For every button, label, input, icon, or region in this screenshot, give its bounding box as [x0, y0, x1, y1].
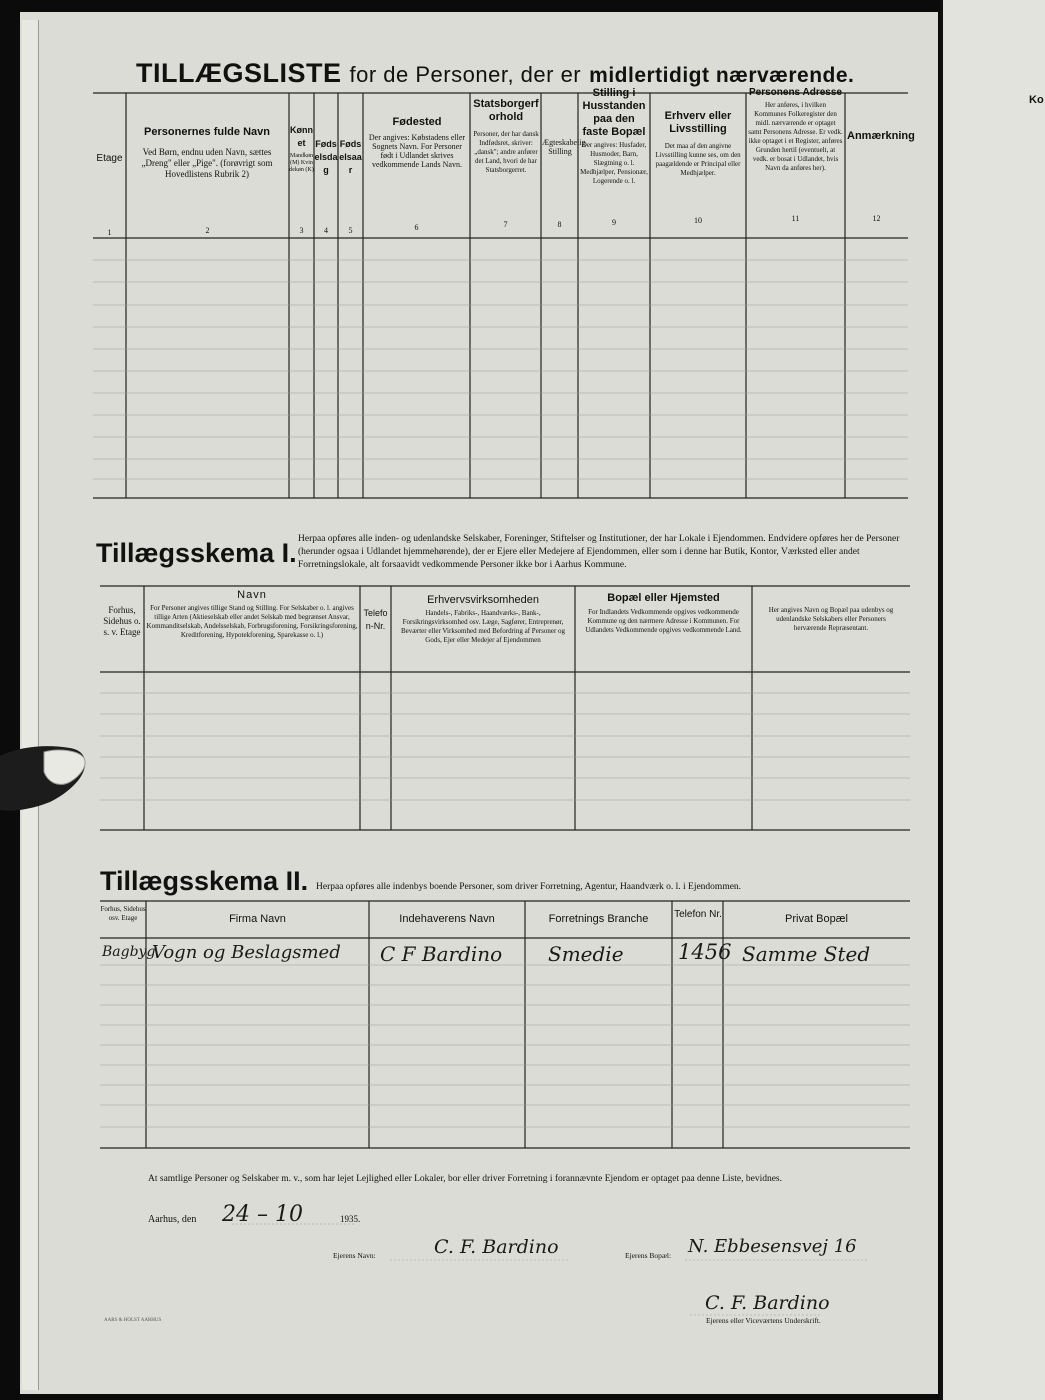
skema1-col-erhverv-sub: Handels-, Fabriks-, Haandværks-, Bank-, Forsikringsvirksomhed osv. Læge, Sagfører, Entreprenør, Beværter eller Virksomhed med Befordring af Personer og Gods, Ejer eller Medejer af Ejendommen: [400, 609, 566, 644]
col-num-4: 4: [324, 226, 328, 235]
col-statsborger: [472, 98, 540, 175]
skema1-col-bopael-head: Bopæl eller Hjemsted: [607, 592, 720, 604]
col-etage: Etage: [96, 153, 123, 164]
owner-name: C. F. Bardino: [434, 1236, 559, 1258]
skema2-row-telefon: 1456: [678, 940, 732, 964]
skema2-col-telefon: Telefon Nr.: [674, 909, 722, 920]
col-foedselsaar: Fødselsaar: [339, 139, 362, 175]
skema1-col-telefon: Telefon-Nr.: [363, 608, 388, 631]
col-erhverv-head: Erhverv eller Livsstilling: [664, 110, 732, 135]
col-num-3: 3: [299, 226, 304, 235]
skema1-col-repraesentant: Her angives Navn og Bopæl paa udenbys og udenlandske Selskabers eller Personers herværende Repræsentant.: [768, 606, 894, 632]
skema2-intro: Herpaa opføres alle indenbys boende Personer, som driver Forretning, Agentur, Haandværk o. l. i Ejendommen.: [316, 882, 742, 892]
col-statsborger-sub: Personer, der har dansk Indfødsret, skriver: „dansk"; andre anfører det Land, hvori de har Statsborgerret.: [473, 130, 539, 174]
col-foedested-head: Fødested: [392, 116, 442, 128]
signature: C. F. Bardino: [705, 1292, 830, 1314]
col-num-8: 8: [557, 220, 562, 229]
col-stilling: [580, 87, 648, 186]
skema2-col-firma: Firma Navn: [229, 913, 286, 925]
col-num-11: 11: [791, 214, 800, 223]
col-adresse-head: Personens Adresse: [748, 87, 842, 98]
skema1-col-navn-head: Navn: [237, 589, 267, 601]
skema1-col-navn-sub: For Personer angives tillige Stand og Stilling. For Selskaber o. l. angives tillige Arten (Aktieselskab eller andet Selskab med begrænset Ansvar, Kommanditselskab, Andelsselskab, Forbrugsforening, Forsikringsforening, Kreditforening, Hypotekforening, Sparekasse o. l.): [146, 604, 358, 639]
col-statsborger-head: Statsborgerforhold: [473, 98, 539, 123]
col-navn-sub: Ved Børn, endnu uden Navn, sættes „Dreng" eller „Pige". (forøvrigt som Hovedlistens Rubrik 2): [141, 147, 273, 179]
skema2-row-branche: Smedie: [548, 942, 624, 966]
skema2-row-firma: Vogn og Beslagsmed: [152, 942, 341, 963]
col-foedested-sub: Der angives: Købstadens eller Sognets Navn. For Personer født i Udlandet skrives vedkommende Lands Navn.: [368, 133, 466, 169]
skema2-col-indehaver: Indehaverens Navn: [399, 913, 495, 925]
skema2-col-bopael: Privat Bopæl: [785, 913, 848, 925]
skema1-intro: Herpaa opføres alle inden- og udenlandske Selskaber, Foreninger, Stiftelser og Institutioner, der har Lokale i Ejendommen. Endvidere opføres her de Personer (herunder ogsaa i Udlandet hjemmehørende), der er Ejere eller Medejere af Ejendommen, eller som i denne har Butik, Kontor, Værksted eller andet Forretningslokale, alt forsaavidt vedkommende Personer ikke bor i Aarhus Kommune.: [298, 534, 900, 570]
owner-name-label: Ejerens Navn:: [333, 1251, 376, 1260]
skema2-row-bopael: Samme Sted: [742, 942, 871, 966]
col-foedested: [366, 116, 468, 169]
skema1-col-bopael: [577, 592, 750, 635]
signature-label: Ejerens eller Viceværtens Underskrift.: [706, 1316, 821, 1325]
owner-addr-label: Ejerens Bopæl:: [625, 1251, 672, 1260]
col-erhverv-sub: Det maa af den angivne Livsstilling kunne ses, om den paagældende er Principal eller Medhjælper.: [655, 142, 741, 177]
skema1-col-erhverv-head: Erhvervsvirksomheden: [427, 594, 539, 606]
col-navn-head: Personernes fulde Navn: [144, 126, 270, 138]
skema2-title: Tillægsskema II.: [100, 866, 309, 896]
owner-addr: N. Ebbesensvej 16: [688, 1236, 857, 1257]
skema2-col-branche: Forretnings Branche: [548, 913, 649, 925]
col-num-5: 5: [348, 226, 353, 235]
col-num-10: 10: [694, 216, 702, 225]
skema2-row-indehaver: C F Bardino: [380, 942, 503, 966]
footer-place: Aarhus, den: [148, 1214, 197, 1225]
thumb-shape: [0, 742, 88, 812]
col-erhverv: [652, 110, 744, 178]
adjacent-page-text: Ko: [1029, 94, 1044, 106]
col-navn: [128, 126, 286, 180]
title-bold: TILLÆGSLISTE: [136, 58, 342, 88]
col-stilling-head: Stilling i Husstanden paa den faste Bopæl: [582, 87, 646, 138]
title-mid: for de Personer, der er: [349, 62, 582, 87]
col-num-6: 6: [414, 223, 419, 232]
col-adresse: [748, 86, 843, 173]
printer-mark: AARS & HOLST AARHUS: [104, 1318, 162, 1323]
col-koennet: [289, 124, 314, 174]
col-koennet-head: Kønnet: [290, 125, 313, 148]
col-num-7: 7: [503, 220, 508, 229]
col-foedselsdag: Fødselsdag: [314, 139, 338, 175]
title-end: midlertidigt nærværende.: [589, 64, 855, 87]
skema2-row-etage: Bagbyg: [102, 944, 156, 960]
col-num-2: 2: [205, 226, 210, 235]
skema2-col-etage: Forhus, Sidehus osv. Etage: [100, 905, 146, 922]
col-koennet-sub: Mandkøn (M) Kvindekøn (K): [289, 153, 314, 173]
footer-date: 24 – 10: [222, 1202, 303, 1227]
col-stilling-sub: Der angives: Husfader, Husmoder, Barn, Slægtning o. l. Medhjælper, Pensionær, Logerende o. l.: [580, 141, 648, 185]
col-num-1: 1: [107, 228, 112, 237]
col-aegteskab: Ægteskabelig Stilling: [542, 138, 586, 156]
col-adresse-sub: Her anføres, i hvilken Kommunes Folkeregister den midl. nærværende er optaget samt Personens Adresse. Er vedk. ikke optaget i et Register, anføres Grunden hertil (eventuelt, at vedk. er bosat i Udlandet, hvis Navn da anføres her).: [748, 101, 843, 172]
col-anmaerkning: Anmærkning: [847, 130, 915, 142]
col-num-9: 9: [612, 218, 616, 227]
skema1-col-etage: Forhus, Sidehus o. s. v. Etage: [103, 605, 141, 637]
footer-year: 1935.: [340, 1214, 361, 1224]
skema1-title: Tillægsskema I.: [96, 538, 297, 568]
skema1-col-erhverv: [393, 594, 573, 645]
footer-declaration: At samtlige Personer og Selskaber m. v., som har lejet Lejlighed eller Lokaler, bor eller driver Forretning i forannævnte Ejendom er optaget paa denne Liste, bevidnes.: [148, 1174, 782, 1184]
skema1-col-navn: [146, 589, 358, 640]
col-num-12: 12: [872, 214, 881, 223]
skema1-col-bopael-sub: For Indlandets Vedkommende opgives vedkommende Kommune og den nærmere Adresse i Kommunen. For Udlandets Vedkommende opgives vedkommende Land.: [585, 608, 742, 634]
